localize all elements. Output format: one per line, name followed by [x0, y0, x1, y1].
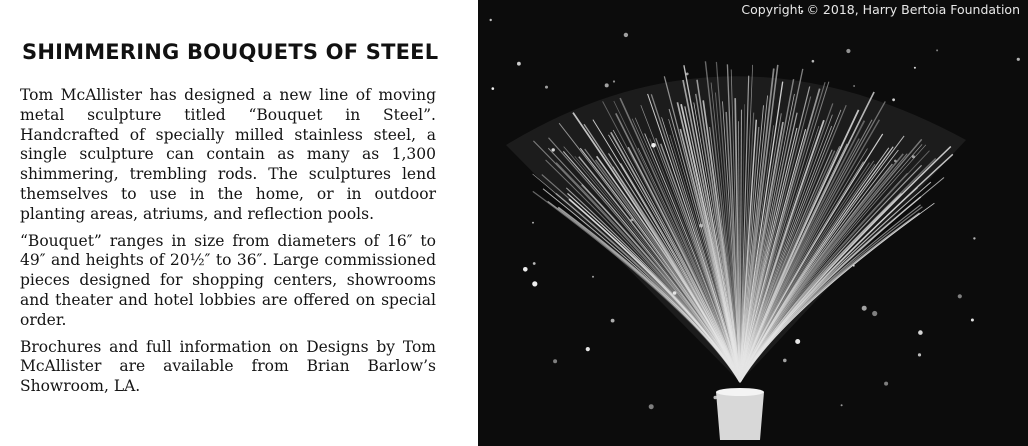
dust-speck	[958, 294, 962, 298]
dust-speck	[523, 267, 528, 272]
dust-speck	[894, 160, 897, 163]
dust-speck	[553, 359, 557, 363]
dust-speck	[783, 359, 787, 363]
sculpture-base	[716, 392, 764, 440]
dust-speck	[533, 262, 536, 265]
sculpture-photo	[478, 0, 1028, 446]
dust-speck	[936, 49, 938, 51]
dust-speck	[586, 347, 590, 351]
dust-speck	[624, 33, 628, 37]
dust-speck	[592, 276, 594, 278]
dust-speck	[490, 19, 492, 21]
dust-speck	[971, 319, 974, 322]
article-headline: SHIMMERING BOUQUETS OF STEEL	[22, 40, 439, 64]
dust-speck	[532, 281, 537, 286]
dust-speck	[841, 404, 843, 406]
dust-speck	[517, 62, 521, 66]
sculpture-illustration	[478, 0, 1028, 446]
copyright-watermark: Copyright © 2018, Harry Bertoia Foundation	[741, 2, 1020, 17]
sculpture-base-rim	[716, 388, 764, 396]
article-paragraph-1: Tom McAllister has designed a new line of moving metal sculpture titled “Bouquet in Steel”. Handcrafted of specially milled stainless steel, a single sculpture can contain as many as 1,300 shimmering, trembling rods. The sculptures lend themselves to use in the home, or in outdoor planting areas, atriums, and reflection pools.	[20, 86, 436, 223]
dust-speck	[651, 143, 656, 148]
dust-speck	[552, 148, 555, 151]
steel-rods	[506, 61, 966, 382]
article-body	[20, 86, 436, 404]
dust-speck	[884, 382, 888, 386]
dust-speck	[812, 60, 815, 63]
dust-speck	[699, 224, 703, 228]
dust-speck	[673, 291, 677, 295]
dust-speck	[795, 339, 800, 344]
dust-speck	[892, 98, 895, 101]
article-paragraph-2: “Bouquet” ranges in size from diameters of 16″ to 49″ and heights of 20½″ to 36″. Large commissioned pieces designed for shopping centers, showrooms and theater and hotel lobbies are offered on special order.	[20, 231, 436, 329]
article-column	[0, 0, 478, 446]
dust-speck	[846, 49, 850, 53]
dust-speck	[914, 67, 916, 69]
dust-speck	[872, 311, 877, 316]
dust-speck	[686, 73, 689, 76]
dust-speck	[492, 87, 495, 90]
dust-speck	[853, 265, 855, 267]
dust-speck	[611, 319, 615, 323]
dust-speck	[853, 85, 855, 87]
dust-speck	[605, 83, 609, 87]
dust-speck	[973, 237, 975, 239]
dust-speck	[630, 219, 633, 222]
dust-speck	[1017, 58, 1020, 61]
dust-speck	[613, 80, 615, 82]
dust-speck	[532, 222, 534, 224]
dust-speck	[918, 353, 921, 356]
dust-speck	[862, 306, 867, 311]
dust-speck	[545, 86, 548, 89]
dust-speck	[912, 155, 915, 158]
dust-speck	[918, 330, 923, 335]
dust-speck	[649, 404, 654, 409]
article-paragraph-3: Brochures and full information on Designs by Tom McAllister are available from Brian Barlow’s Showroom, LA.	[20, 337, 436, 396]
